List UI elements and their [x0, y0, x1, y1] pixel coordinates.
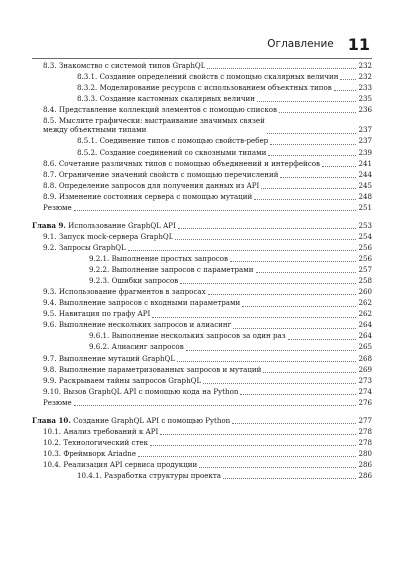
toc-entry-number: 8.5.2.: [77, 147, 98, 157]
toc-entry[interactable]: [32, 181, 372, 190]
toc-entry-text: Разработка структуры проекта: [104, 471, 222, 481]
dot-leader: [288, 338, 357, 340]
toc-entry-text: Алиасинг запросов: [111, 342, 184, 352]
toc-entry-label: [43, 159, 320, 168]
toc-entry-number: 9.2.3.: [89, 276, 110, 286]
toc-entry-text: Выполнение простых запросов: [111, 254, 228, 264]
dot-leader: [270, 143, 356, 145]
toc-entry-number: 8.5.1.: [77, 136, 98, 146]
toc-entry-page: 232: [358, 72, 372, 82]
toc-entry-number: 9.6.: [43, 320, 57, 330]
toc-entry-page: 237: [358, 125, 372, 135]
toc-entry-number: 8.6.: [43, 158, 57, 168]
dot-leader: [74, 209, 357, 211]
toc-entry-page: 278: [358, 426, 372, 436]
toc-entry-page: 273: [358, 375, 372, 385]
toc-entry-label: [89, 265, 254, 274]
toc-entry-number: 9.9.: [43, 375, 57, 385]
toc-entry-number: 8.4.: [43, 105, 57, 115]
toc-entry-page: 262: [358, 298, 372, 308]
toc-entry-text: Запросы GraphQL: [58, 243, 126, 253]
dot-leader: [254, 198, 356, 200]
toc-entry-text: Резюме: [43, 397, 72, 407]
toc-entry-number: 10.4.: [43, 460, 62, 470]
toc-entry-text: Выполнение запросов с параметрами: [111, 265, 254, 275]
toc-entry-label: [77, 94, 255, 103]
toc-entry-label: [43, 438, 148, 447]
toc-entry-number: 9.1.: [43, 232, 57, 242]
toc-entry-text: Выполнение мутаций GraphQL: [58, 353, 176, 363]
toc-entry-text: Создание GraphQL API с помощью Python: [73, 415, 231, 425]
toc-entry-text: Ограничение значений свойств с помощью перечислений: [58, 169, 279, 179]
toc-entry-page: 262: [358, 309, 372, 319]
toc-entry[interactable]: [32, 243, 372, 252]
toc-entry-page: 264: [358, 320, 372, 330]
dot-leader: [233, 327, 356, 329]
toc-entry-page: 286: [358, 460, 372, 470]
toc-entry-label: [77, 136, 268, 145]
toc-entry-text: Резюме: [43, 202, 72, 212]
toc-entry-text: Реализация API сервиса продукции: [63, 460, 198, 470]
toc-entry-page: 244: [358, 169, 372, 179]
toc-entry-label: [43, 243, 126, 252]
toc-entry-page: 264: [358, 331, 372, 341]
toc-entry[interactable]: [32, 83, 372, 92]
toc-entry-label: [43, 116, 265, 134]
toc-entry-number: 9.7.: [43, 353, 57, 363]
toc-entry-text: Выполнение нескольких запросов и алиасинг: [58, 320, 232, 330]
toc-entry-text: Знакомство с системой типов GraphQL: [58, 61, 206, 70]
toc-entry[interactable]: [32, 94, 372, 103]
toc-entry-label: [43, 203, 72, 212]
toc-entry-page: 276: [358, 397, 372, 407]
toc-entry[interactable]: [32, 309, 372, 318]
toc-entry[interactable]: [32, 320, 372, 329]
toc-entry-number: 9.6.2.: [89, 342, 110, 352]
toc-entry[interactable]: [32, 365, 372, 374]
toc-entry-label: [43, 287, 206, 296]
toc-entry-text: Создание кастомных скалярных величин: [99, 94, 255, 104]
toc-entry-number: 8.3.1.: [77, 72, 98, 82]
table-of-contents: [32, 61, 372, 482]
toc-entry[interactable]: [32, 287, 372, 296]
toc-entry[interactable]: [32, 61, 372, 70]
toc-entry-label: [77, 72, 338, 81]
toc-entry-page: 278: [358, 438, 372, 448]
dot-leader: [177, 360, 356, 362]
toc-entry-number: 8.8.: [43, 180, 57, 190]
toc-entry[interactable]: [32, 170, 372, 179]
dot-leader: [261, 187, 356, 189]
toc-entry-text: Использование GraphQL API: [68, 220, 176, 230]
toc-entry-page: 260: [358, 287, 372, 297]
dot-leader: [242, 305, 356, 307]
dot-leader: [203, 382, 356, 384]
toc-entry[interactable]: [32, 460, 372, 469]
toc-entry[interactable]: [32, 376, 372, 385]
header-rule: [32, 58, 372, 59]
toc-entry-label: [43, 105, 277, 114]
dot-leader: [223, 477, 356, 479]
toc-entry-text: Вызов GraphQL API с помощью кода на Python: [63, 386, 239, 396]
dot-leader: [240, 393, 356, 395]
toc-entry-label: [43, 181, 259, 190]
toc-entry[interactable]: [32, 159, 372, 168]
dot-leader: [230, 260, 356, 262]
toc-entry[interactable]: [32, 72, 372, 81]
toc-entry-number: 9.10.: [43, 386, 62, 396]
toc-entry-text: Определение запросов для получения данных из API: [58, 180, 260, 190]
toc-entry-number: 8.3.3.: [77, 94, 98, 104]
toc-entry-page: 256: [358, 243, 372, 253]
toc-entry-label: [77, 471, 221, 480]
toc-entry-number: 9.2.1.: [89, 254, 110, 264]
toc-entry-page: 232: [358, 61, 372, 70]
dot-leader: [322, 165, 356, 167]
toc-entry-label: [43, 232, 173, 241]
toc-entry-label: [43, 376, 201, 385]
dot-leader: [257, 100, 356, 102]
toc-entry[interactable]: [32, 354, 372, 363]
toc-entry-label: [43, 449, 136, 458]
toc-entry-page: 245: [358, 180, 372, 190]
toc-entry-number: 10.1.: [43, 426, 62, 436]
toc-entry-number: 9.6.1.: [89, 331, 110, 341]
toc-entry[interactable]: [32, 136, 372, 145]
toc-entry-text: Соединение типов с помощью свойств-ребер: [99, 136, 269, 146]
toc-entry-text: Использование фрагментов в запросах: [58, 287, 206, 297]
toc-entry-label: [43, 398, 72, 407]
toc-entry-number: 9.3.: [43, 287, 57, 297]
toc-entry-page: 277: [358, 415, 372, 425]
toc-entry-label: [43, 61, 205, 70]
toc-entry-page: 253: [358, 220, 372, 230]
toc-entry[interactable]: [32, 203, 372, 212]
toc-entry-label: [43, 298, 240, 307]
dot-leader: [160, 433, 356, 435]
dot-leader: [256, 271, 357, 273]
toc-entry-number: 10.2.: [43, 438, 62, 448]
toc-entry-text: Фреймворк Ariadne: [63, 449, 137, 459]
toc-entry-text: Сочетание различных типов с помощью объединений и интерфейсов: [58, 158, 320, 168]
toc-entry-label: [43, 170, 278, 179]
toc-entry-text: Представление коллекций элементов с помощью списков: [58, 105, 278, 115]
dot-leader: [207, 67, 356, 69]
toc-entry-label: [89, 342, 184, 351]
toc-entry-text: Технологический стек: [63, 438, 149, 448]
toc-entry-page: 256: [358, 254, 372, 264]
toc-entry[interactable]: [32, 449, 372, 458]
toc-entry-label: [77, 83, 332, 92]
toc-entry-page: 251: [358, 202, 372, 212]
toc-entry[interactable]: [32, 342, 372, 351]
toc-entry-text: Мыслите графически: выстраивание значимых связей: [58, 116, 265, 126]
toc-entry[interactable]: [32, 192, 372, 201]
toc-entry-text: Выполнение параметризованных запросов и мутаций: [58, 364, 262, 374]
dot-leader: [208, 293, 357, 295]
toc-entry-number: Глава 9.: [32, 220, 66, 230]
toc-entry-text: Запуск mock-сервера GraphQL: [58, 232, 174, 242]
toc-entry[interactable]: [32, 276, 372, 285]
dot-leader: [152, 316, 356, 318]
dot-leader: [138, 455, 356, 457]
toc-entry-label: [43, 192, 252, 201]
toc-entry-number: 10.3.: [43, 449, 62, 459]
toc-entry-text: Выполнение нескольких запросов за один раз: [111, 331, 286, 341]
toc-entry-label: [32, 221, 176, 230]
toc-entry[interactable]: [32, 265, 372, 274]
toc-entry-page: 239: [358, 147, 372, 157]
toc-entry-number: 9.4.: [43, 298, 57, 308]
toc-entry-text: Создание определений свойств с помощью скалярных величин: [99, 72, 339, 82]
toc-entry-page: 237: [358, 136, 372, 146]
toc-entry-number: 9.8.: [43, 364, 57, 374]
toc-entry-page: 280: [358, 449, 372, 459]
toc-entry-label: [43, 427, 158, 436]
toc-entry-page: 258: [358, 276, 372, 286]
toc-entry[interactable]: [32, 221, 372, 230]
dot-leader: [178, 227, 357, 229]
toc-entry-label: [43, 460, 197, 469]
toc-entry-text: Раскрываем тайны запросов GraphQL: [58, 375, 202, 385]
toc-entry-number: 8.3.2.: [77, 83, 98, 93]
toc-entry-label: [32, 416, 230, 425]
page-number: 11: [347, 34, 370, 54]
toc-entry[interactable]: [32, 298, 372, 307]
toc-entry-label: [89, 254, 228, 263]
toc-entry-text: Создание соединений со сквозными типами: [99, 147, 267, 157]
toc-entry[interactable]: [32, 105, 372, 114]
dot-leader: [199, 466, 356, 468]
toc-entry[interactable]: [32, 148, 372, 157]
toc-entry-label: [43, 354, 175, 363]
toc-entry-label: [43, 387, 238, 396]
toc-entry-label: [89, 276, 178, 285]
toc-entry[interactable]: [32, 427, 372, 436]
dot-leader: [267, 132, 357, 134]
dot-leader: [175, 238, 356, 240]
toc-entry-number: 9.5.: [43, 309, 57, 319]
toc-entry[interactable]: [32, 254, 372, 263]
toc-entry-number: 8.3.: [43, 61, 57, 70]
dot-leader: [280, 176, 356, 178]
toc-entry-text: Изменение состояния сервера с помощью мутаций: [58, 191, 253, 201]
toc-entry-text: Моделирование ресурсов с использованием объектных типов: [99, 83, 332, 93]
toc-entry-page: 248: [358, 191, 372, 201]
dot-leader: [268, 154, 356, 156]
dot-leader: [232, 422, 356, 424]
toc-entry-page: 268: [358, 353, 372, 363]
toc-entry-text: Навигация по графу API: [58, 309, 151, 319]
toc-entry[interactable]: [32, 398, 372, 407]
dot-leader: [180, 282, 356, 284]
toc-entry[interactable]: [32, 116, 372, 134]
toc-entry-label: [43, 309, 150, 318]
toc-entry-number: 8.5.: [43, 116, 57, 126]
toc-entry-continuation: между объектными типами: [43, 125, 147, 135]
toc-entry-number: 10.4.1.: [77, 471, 102, 481]
toc-entry-page: 257: [358, 265, 372, 275]
dot-leader: [340, 78, 356, 80]
toc-entry-number: Глава 10.: [32, 415, 71, 425]
toc-entry-label: [77, 148, 266, 157]
dot-leader: [128, 249, 357, 251]
toc-entry-number: 8.7.: [43, 169, 57, 179]
toc-entry-page: 274: [358, 386, 372, 396]
toc-entry-text: Ошибки запросов: [111, 276, 179, 286]
toc-entry-page: 265: [358, 342, 372, 352]
toc-entry-page: 235: [358, 94, 372, 104]
toc-entry-text: Выполнение запросов с входными параметрами: [58, 298, 241, 308]
dot-leader: [150, 444, 356, 446]
toc-entry-page: 241: [358, 158, 372, 168]
dot-leader: [279, 111, 356, 113]
running-header: [0, 33, 370, 55]
dot-leader: [74, 404, 357, 406]
running-header-title: Оглавление: [267, 38, 334, 50]
toc-entry[interactable]: [32, 438, 372, 447]
toc-entry-page: 254: [358, 232, 372, 242]
toc-entry[interactable]: [32, 471, 372, 480]
toc-entry-label: [43, 320, 231, 329]
toc-entry-number: 9.2.: [43, 243, 57, 253]
toc-entry[interactable]: [32, 416, 372, 425]
toc-entry-page: 233: [358, 83, 372, 93]
toc-entry[interactable]: [32, 331, 372, 340]
toc-entry-number: 8.9.: [43, 191, 57, 201]
toc-entry-text: Анализ требований к API: [63, 426, 159, 436]
toc-entry-page: 286: [358, 471, 372, 481]
dot-leader: [334, 89, 357, 91]
toc-entry-page: 269: [358, 364, 372, 374]
toc-entry[interactable]: [32, 232, 372, 241]
toc-entry-label: [89, 331, 286, 340]
dot-leader: [263, 371, 356, 373]
toc-entry-label: [43, 365, 261, 374]
toc-entry-page: 236: [358, 105, 372, 115]
toc-entry-number: 9.2.2.: [89, 265, 110, 275]
dot-leader: [186, 349, 357, 351]
toc-entry[interactable]: [32, 387, 372, 396]
